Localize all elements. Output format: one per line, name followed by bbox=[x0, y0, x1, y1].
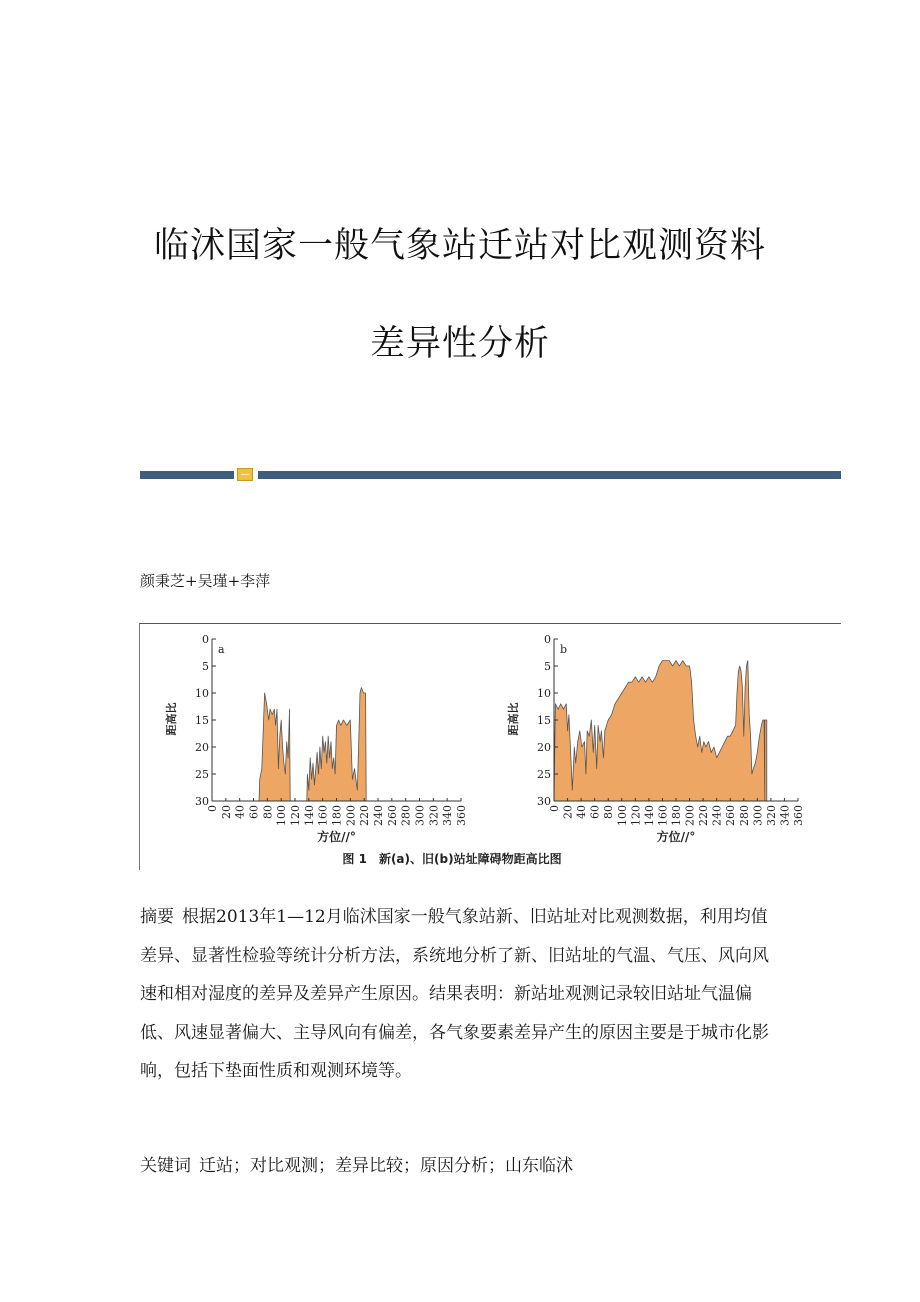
x-tick-label: 360 bbox=[455, 805, 468, 826]
title-divider-left bbox=[140, 471, 234, 479]
x-tick-label: 40 bbox=[233, 805, 247, 819]
x-tick-label: 20 bbox=[561, 805, 575, 819]
y-tick-label: 0 bbox=[202, 633, 209, 646]
x-tick-label: 200 bbox=[344, 805, 358, 826]
x-tick-label: 320 bbox=[764, 805, 778, 826]
author-list: 颜秉芝+吴瑾+李萍 bbox=[140, 572, 271, 590]
panel-label: b bbox=[560, 643, 568, 656]
panel-a bbox=[164, 633, 468, 844]
x-tick-label: 300 bbox=[751, 805, 765, 826]
x-tick-label: 280 bbox=[399, 805, 413, 826]
x-tick-label: 40 bbox=[575, 805, 589, 819]
x-tick-label: 20 bbox=[219, 805, 233, 819]
y-tick-label: 20 bbox=[537, 741, 551, 754]
x-axis-title: 方位//° bbox=[317, 830, 356, 844]
y-tick-label: 30 bbox=[537, 795, 551, 808]
x-tick-label: 0 bbox=[206, 805, 219, 812]
y-tick-label: 10 bbox=[195, 687, 209, 700]
x-tick-label: 320 bbox=[427, 805, 441, 826]
y-tick-label: 20 bbox=[195, 741, 209, 754]
x-tick-label: 80 bbox=[261, 805, 275, 819]
x-tick-label: 160 bbox=[656, 805, 670, 826]
x-tick-label: 120 bbox=[289, 805, 302, 826]
x-tick-label: 200 bbox=[683, 805, 697, 826]
title-divider-right bbox=[258, 471, 841, 479]
x-tick-label: 140 bbox=[642, 805, 656, 826]
x-tick-label: 260 bbox=[724, 805, 738, 826]
x-tick-label: 180 bbox=[330, 805, 344, 826]
figure-1 bbox=[139, 623, 841, 870]
x-tick-label: 240 bbox=[372, 805, 385, 826]
keywords bbox=[140, 1152, 780, 1180]
x-tick-label: 60 bbox=[247, 805, 261, 819]
x-tick-label: 120 bbox=[629, 805, 643, 826]
y-tick-label: 15 bbox=[537, 714, 551, 727]
area-series-b bbox=[554, 661, 798, 801]
x-tick-label: 240 bbox=[710, 805, 724, 826]
x-tick-label: 160 bbox=[316, 805, 330, 826]
x-tick-label: 300 bbox=[413, 805, 427, 826]
keywords-text: 迁站；对比观测；差异比较；原因分析；山东临沭 bbox=[199, 1156, 573, 1176]
x-tick-label: 220 bbox=[358, 805, 372, 826]
y-axis-title: 距高比 bbox=[165, 702, 178, 736]
x-tick-label: 360 bbox=[792, 805, 805, 826]
y-tick-label: 15 bbox=[195, 714, 209, 727]
x-tick-label: 340 bbox=[441, 805, 455, 826]
x-tick-label: 180 bbox=[670, 805, 683, 826]
x-tick-label: 280 bbox=[737, 805, 751, 826]
y-tick-label: 10 bbox=[537, 687, 551, 700]
y-tick-label: 5 bbox=[544, 660, 551, 673]
x-tick-label: 60 bbox=[588, 805, 602, 819]
abstract-label: 摘要 bbox=[140, 907, 174, 927]
x-tick-label: 80 bbox=[602, 805, 616, 819]
panel-label: a bbox=[218, 643, 225, 656]
divider-envelope-icon bbox=[237, 468, 253, 481]
figure-1-chart bbox=[140, 624, 842, 871]
x-tick-label: 220 bbox=[697, 805, 711, 826]
paper-title-line-1: 临沭国家一般气象站迁站对比观测资料 bbox=[153, 226, 766, 266]
figure-caption: 图 1 新(a)、旧(b)站址障碍物距高比图 bbox=[342, 852, 562, 866]
y-tick-label: 5 bbox=[202, 660, 209, 673]
x-tick-label: 260 bbox=[385, 805, 399, 826]
y-tick-label: 30 bbox=[195, 795, 209, 808]
y-tick-label: 0 bbox=[544, 633, 551, 646]
x-tick-label: 100 bbox=[615, 805, 629, 826]
area-series-a bbox=[212, 688, 461, 801]
y-axis-title: 距高比 bbox=[507, 702, 520, 736]
y-tick-label: 25 bbox=[195, 768, 209, 781]
paper-title-line-2: 差异性分析 bbox=[369, 324, 550, 364]
x-tick-label: 0 bbox=[548, 805, 561, 812]
x-tick-label: 100 bbox=[275, 805, 289, 826]
x-tick-label: 340 bbox=[778, 805, 792, 826]
abstract bbox=[140, 898, 780, 1091]
y-tick-label: 25 bbox=[537, 768, 551, 781]
keywords-label: 关键词 bbox=[140, 1156, 191, 1176]
abstract-text: 根据2013年1—12月临沭国家一般气象站新、旧站址对比观测数据，利用均值差异、显著性检验等统计分析方法，系统地分析了新、旧站址的气温、气压、风向风速和相对湿度的差异及差异产生原因。结果表明：新站址观测记录较旧站址气温偏低、风速显著偏大、主导风向有偏差，各气象要素差异产生的原因主要是于城市化影响，包括下垫面性质和观测环境等。 bbox=[140, 907, 769, 1081]
panel-b bbox=[506, 633, 805, 844]
x-tick-label: 140 bbox=[302, 805, 316, 826]
x-axis-title: 方位//° bbox=[656, 830, 696, 844]
